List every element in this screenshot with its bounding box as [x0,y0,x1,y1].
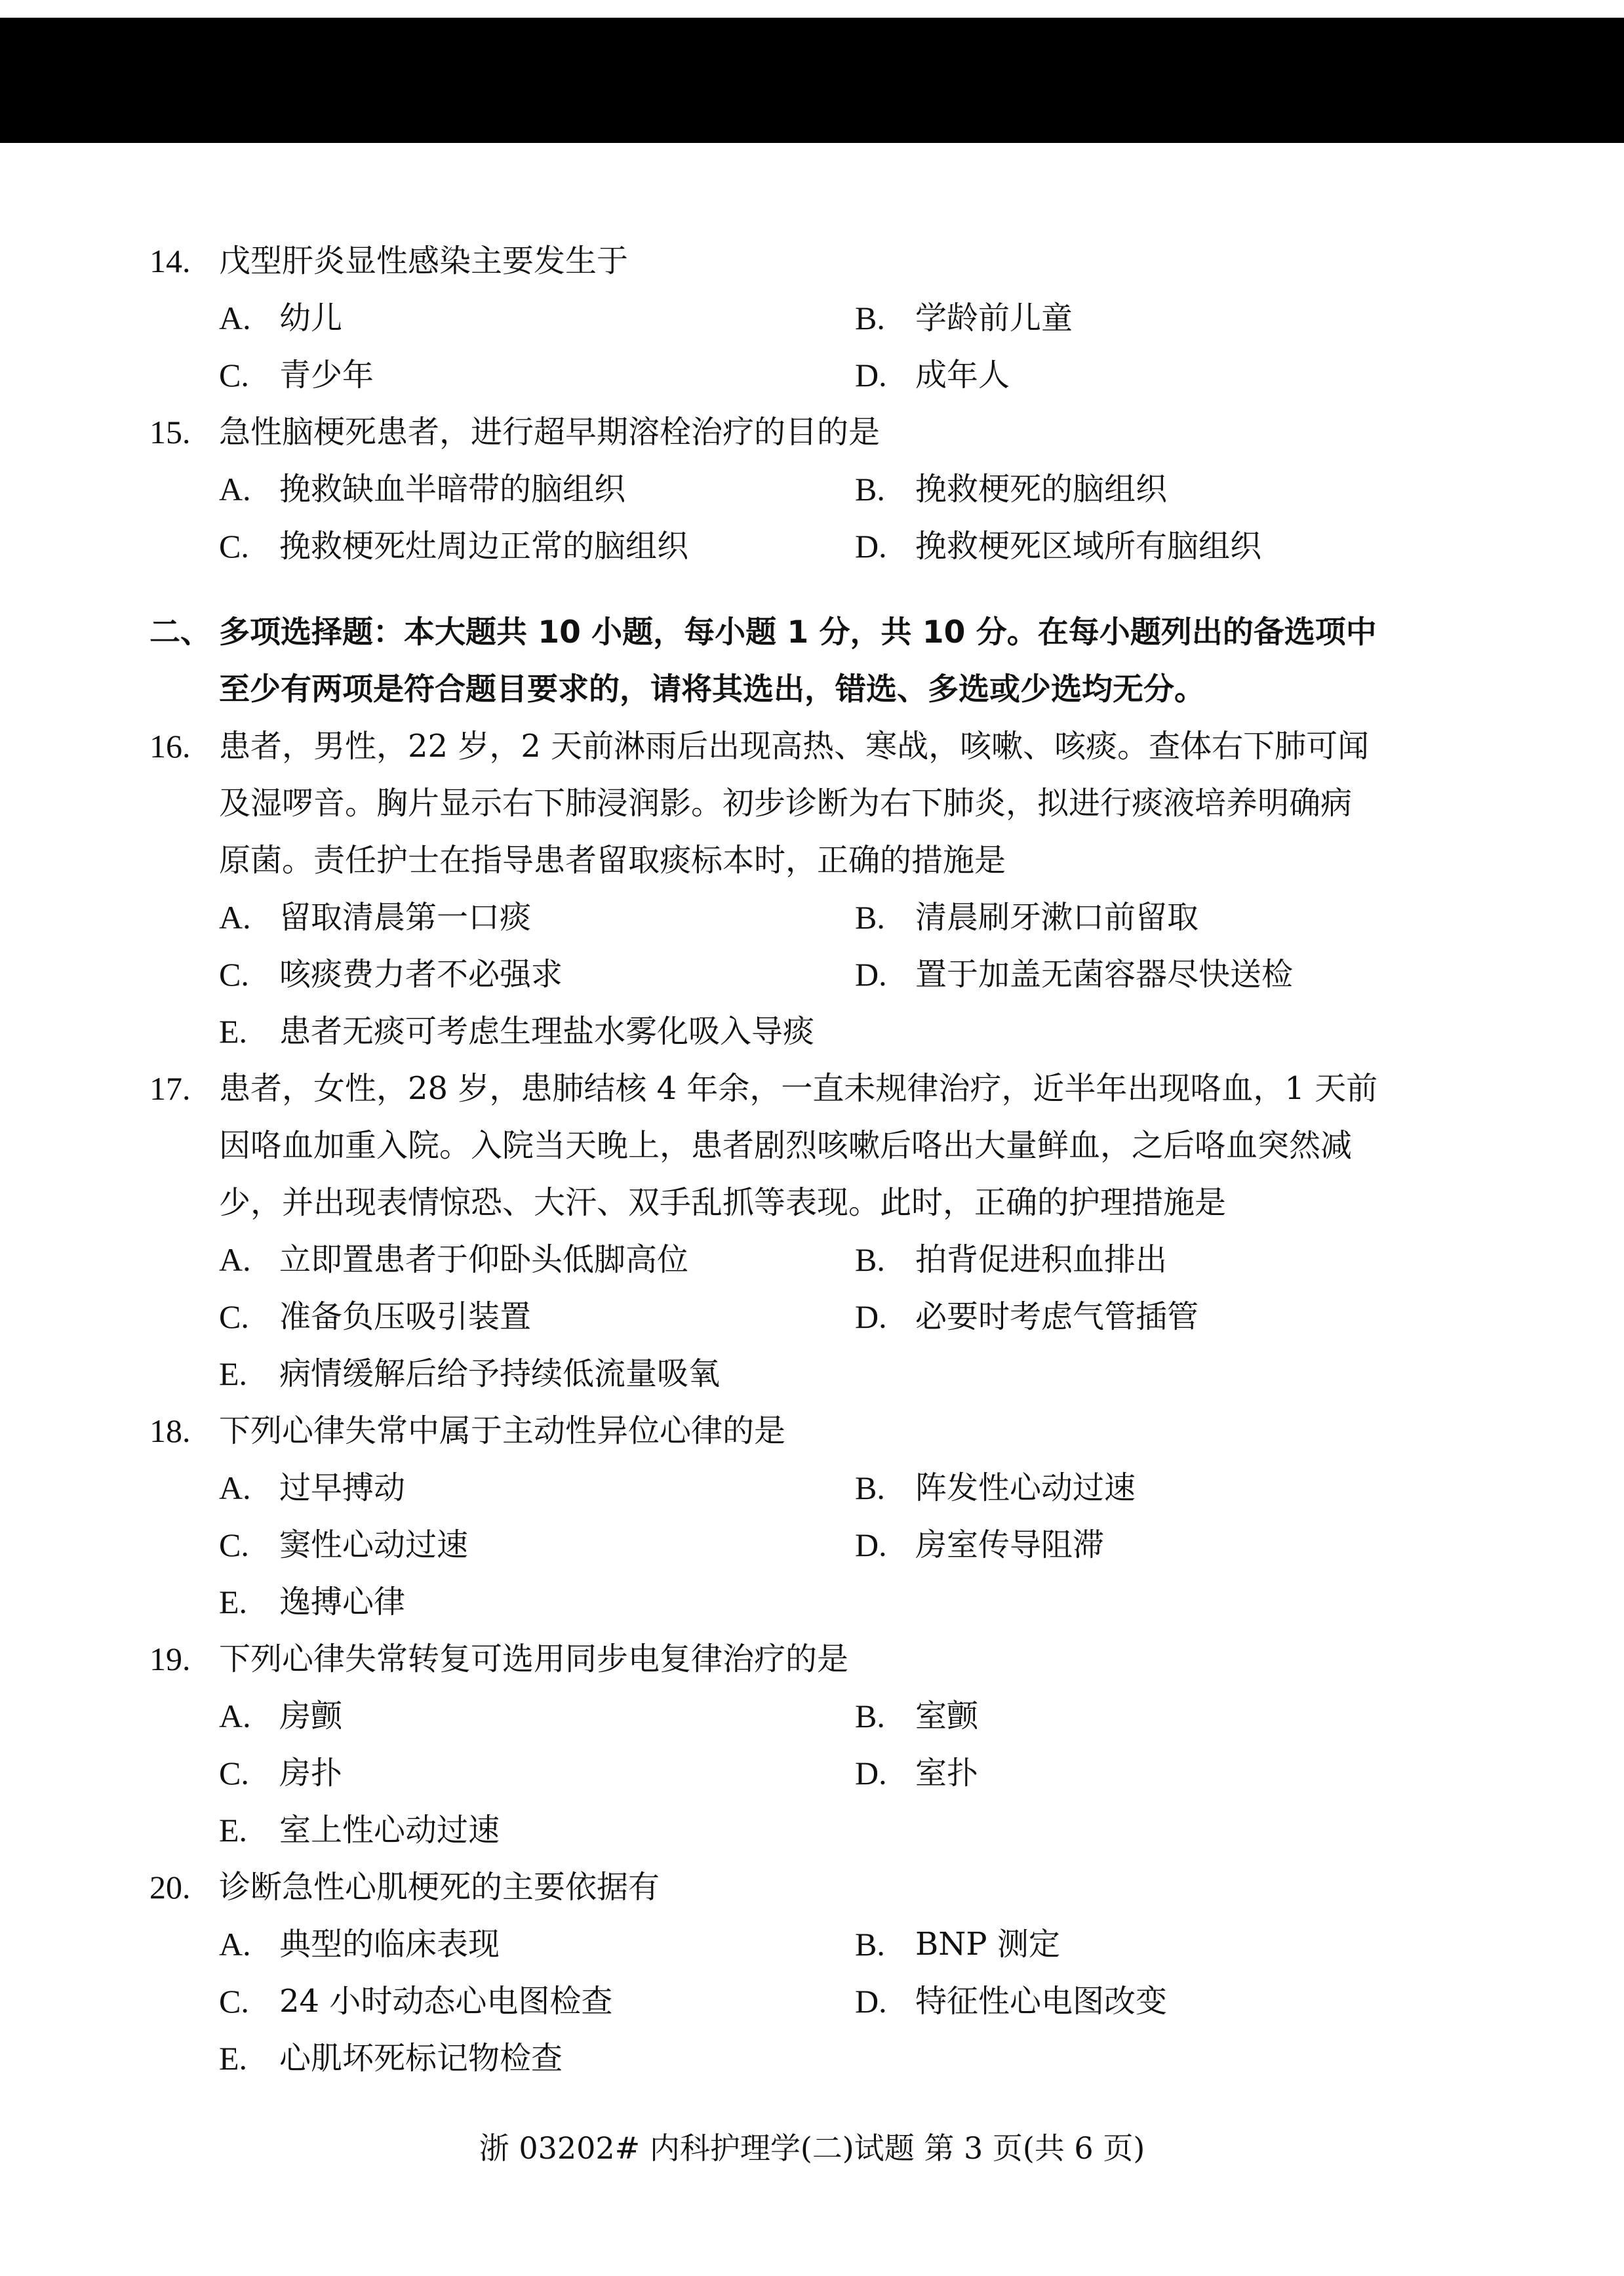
option-a: A. 房颤 [219,1688,855,1745]
question-stem-cont: 及湿啰音。胸片显示右下肺浸润影。初步诊断为右下肺炎，拟进行痰液培养明确病 [219,785,1353,822]
option-b: B. 室颤 [855,1688,1491,1745]
option-text: 学龄前儿童 [915,300,1073,336]
section-number: 二、 [149,614,211,650]
option-text: 窦性心动过速 [279,1527,469,1563]
option-text: 过早搏动 [279,1469,406,1506]
option-c: C. 挽救梗死灶周边正常的脑组织 [219,518,855,575]
option-text: 成年人 [915,357,1010,393]
question-stem: 患者，男性，22 岁，2 天前淋雨后出现高热、寒战，咳嗽、咳痰。查体右下肺可闻 [219,728,1370,765]
option-text: 室扑 [915,1755,979,1791]
question-stem: 急性脑梗死患者，进行超早期溶栓治疗的目的是 [219,414,881,450]
option-text: 留取清晨第一口痰 [279,899,532,936]
option-a: A. 典型的临床表现 [219,1916,855,1973]
option-d: D. 室扑 [855,1745,1491,1802]
option-d: D. 成年人 [855,347,1491,404]
question-20 [149,1859,1500,2087]
question-stem-cont: 因咯血加重入院。入院当天晚上，患者剧烈咳嗽后咯出大量鲜血，之后咯血突然减 [219,1127,1353,1164]
question-number: 14. [149,243,191,279]
option-text: 置于加盖无菌容器尽快送检 [915,956,1294,993]
question-number: 19. [149,1641,191,1677]
option-text: 阵发性心动过速 [915,1469,1136,1506]
option-d: D. 必要时考虑气管插管 [855,1288,1491,1346]
option-text: 房室传导阻滞 [915,1527,1105,1563]
option-c: C. 窦性心动过速 [219,1517,855,1574]
option-text: 准备负压吸引装置 [279,1298,532,1335]
option-e: E. 心肌坏死标记物检查 [219,2030,1491,2087]
option-text: 挽救梗死的脑组织 [915,471,1168,508]
option-text: 24 小时动态心电图检查 [279,1983,613,2020]
option-e: E. 室上性心动过速 [219,1802,1491,1859]
option-e: E. 病情缓解后给予持续低流量吸氧 [219,1346,1491,1403]
question-stem-cont: 原菌。责任护士在指导患者留取痰标本时，正确的措施是 [219,842,1006,879]
option-c: C. 准备负压吸引装置 [219,1288,855,1346]
option-text: 逸搏心律 [279,1584,406,1620]
question-14 [149,233,1500,404]
exam-content [149,233,1500,2087]
option-text: 患者无痰可考虑生理盐水雾化吸入导痰 [279,1013,815,1050]
option-text: 拍背促进积血排出 [915,1241,1168,1278]
option-b: B. 拍背促进积血排出 [855,1231,1491,1288]
option-a: A. 幼儿 [219,290,855,347]
option-text: 清晨刷牙漱口前留取 [915,899,1199,936]
option-text: 必要时考虑气管插管 [915,1298,1199,1335]
question-15 [149,404,1500,575]
option-d: D. 房室传导阻滞 [855,1517,1491,1574]
option-b: B. BNP 测定 [855,1916,1491,1973]
option-text: 幼儿 [279,300,343,336]
option-text: 青少年 [279,357,374,393]
option-text: 心肌坏死标记物检查 [279,2040,563,2077]
page-footer: 浙 03202# 内科护理学(二)试题 第 3 页(共 6 页) [479,2130,1145,2166]
option-text: 典型的临床表现 [279,1926,500,1963]
option-text: 咳痰费力者不必强求 [279,956,563,993]
option-c: C. 24 小时动态心电图检查 [219,1973,855,2030]
option-d: D. 挽救梗死区域所有脑组织 [855,518,1491,575]
option-text: BNP 测定 [915,1926,1060,1963]
option-e: E. 逸搏心律 [219,1574,1491,1631]
option-c: C. 青少年 [219,347,855,404]
question-number: 17. [149,1070,191,1107]
question-stem: 下列心律失常转复可选用同步电复律治疗的是 [219,1641,849,1677]
option-b: B. 挽救梗死的脑组织 [855,461,1491,518]
question-stem: 诊断急性心肌梗死的主要依据有 [219,1869,660,1906]
option-b: B. 阵发性心动过速 [855,1460,1491,1517]
option-b: B. 清晨刷牙漱口前留取 [855,889,1491,946]
option-a: A. 过早搏动 [219,1460,855,1517]
option-d: D. 特征性心电图改变 [855,1973,1491,2030]
question-stem: 患者，女性，28 岁，患肺结核 4 年余，一直未规律治疗，近半年出现咯血，1 天前 [219,1070,1378,1107]
option-a: A. 立即置患者于仰卧头低脚高位 [219,1231,855,1288]
option-text: 房扑 [279,1755,343,1791]
option-e: E. 患者无痰可考虑生理盐水雾化吸入导痰 [219,1003,1491,1060]
question-18 [149,1403,1500,1631]
option-text: 挽救缺血半暗带的脑组织 [279,471,626,508]
question-16 [149,718,1500,1060]
section-heading-multiple-choice [149,604,1500,718]
option-text: 立即置患者于仰卧头低脚高位 [279,1241,689,1278]
option-c: C. 房扑 [219,1745,855,1802]
question-number: 15. [149,414,191,450]
section-instructions-line2: 至少有两项是符合题目要求的，请将其选出，错选、多选或少选均无分。 [219,671,1205,708]
section-instructions-line1: 多项选择题：本大题共 10 小题，每小题 1 分，共 10 分。在每小题列出的备选项中 [219,614,1377,650]
question-stem: 戊型肝炎显性感染主要发生于 [219,243,629,279]
option-text: 室上性心动过速 [279,1812,500,1848]
question-number: 16. [149,728,191,765]
option-text: 室颤 [915,1698,979,1734]
option-text: 病情缓解后给予持续低流量吸氧 [279,1355,721,1392]
option-a: A. 留取清晨第一口痰 [219,889,855,946]
option-a: A. 挽救缺血半暗带的脑组织 [219,461,855,518]
question-stem: 下列心律失常中属于主动性异位心律的是 [219,1412,786,1449]
redaction-bar [0,18,1624,143]
option-text: 挽救梗死区域所有脑组织 [915,528,1262,565]
option-text: 特征性心电图改变 [915,1983,1168,2020]
question-19 [149,1631,1500,1859]
question-number: 20. [149,1869,191,1906]
option-d: D. 置于加盖无菌容器尽快送检 [855,946,1491,1003]
option-b: B. 学龄前儿童 [855,290,1491,347]
option-text: 房颤 [279,1698,343,1734]
question-17 [149,1060,1500,1403]
option-text: 挽救梗死灶周边正常的脑组织 [279,528,689,565]
option-c: C. 咳痰费力者不必强求 [219,946,855,1003]
question-stem-cont: 少，并出现表情惊恐、大汗、双手乱抓等表现。此时，正确的护理措施是 [219,1184,1227,1221]
question-number: 18. [149,1412,191,1449]
